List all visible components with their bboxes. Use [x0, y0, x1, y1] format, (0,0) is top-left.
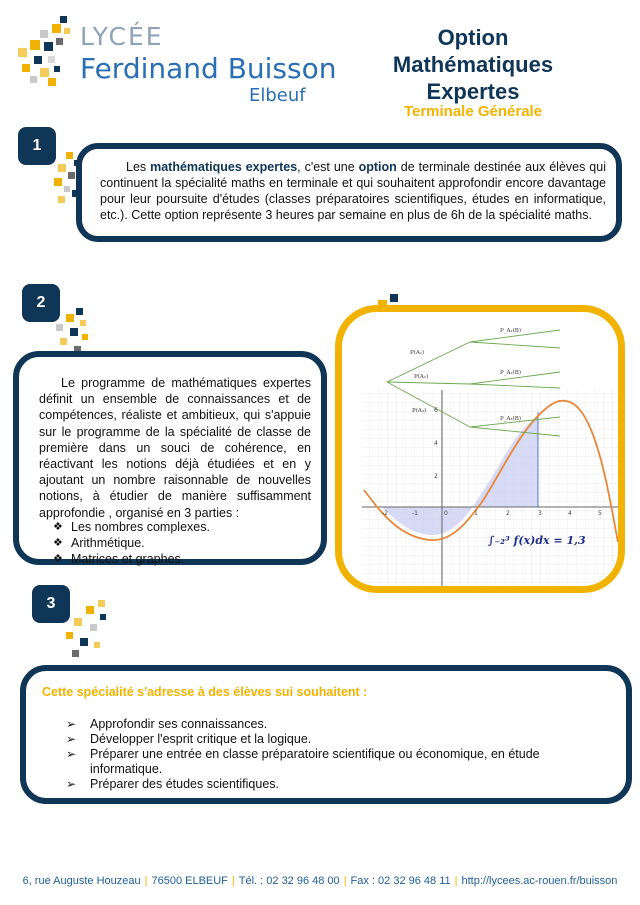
section-1-box	[76, 143, 622, 242]
math-illustration	[335, 305, 625, 593]
target-students-list	[50, 717, 590, 792]
section-2-paragraph: Le programme de mathématiques expertes définit un ensemble de connaissances et de compétences, réaliste et ambitieux, qui s'appuie sur le programme de la spécialité de classe de première dans un souci de cohérence, en réactivant les notions déjà étudiées et en y ajoutant un nombre raisonnable de nouvelles notions, à étudier de manière suffisamment approfondie , organisé en 3 parties :	[39, 376, 311, 520]
x-tick-label: 3	[538, 510, 542, 517]
x-tick-label: 2	[506, 510, 510, 517]
x-tick-label: 1	[474, 510, 478, 517]
logo-mosaic-icon	[12, 14, 82, 94]
x-tick-label: -1	[412, 510, 418, 517]
x-tick-label: 4	[568, 510, 572, 517]
logo-lycee-text: LYCÉE	[80, 22, 164, 51]
footer-fax: Fax : 02 32 96 48 11	[350, 875, 451, 887]
footer-address: 6, rue Auguste Houzeau	[22, 875, 141, 887]
y-tick-label: 4	[434, 440, 438, 447]
section-3-number: 3	[32, 585, 70, 623]
list-item: ❖ Arithmétique.	[41, 535, 313, 551]
integral-formula: ∫₋₂³ f(x)dx = 1,3	[488, 534, 586, 547]
tree-label: P(A₂)	[414, 374, 429, 380]
tree-label: P(A₃)	[412, 408, 427, 414]
graph-and-tree-figure	[342, 312, 618, 586]
keyword-option: option	[358, 160, 397, 174]
logo-town: Elbeuf	[249, 85, 306, 106]
x-tick-label: 5	[598, 510, 602, 517]
list-item: ➢ Développer l'esprit critique et la logique.	[50, 732, 590, 747]
footer-phone: Tél. : 02 32 96 48 00	[238, 875, 340, 887]
list-item: ❖ Matrices et graphes.	[41, 551, 313, 567]
tree-label: P_A₁(B)	[500, 328, 521, 334]
tree-label: P(A₁)	[410, 350, 425, 356]
page-subtitle: Terminale Générale	[403, 103, 543, 120]
footer-website-link[interactable]: http://lycees.ac-rouen.fr/buisson	[461, 875, 618, 887]
section-3-box	[20, 665, 632, 804]
program-parts-list	[41, 519, 313, 567]
tree-label: P_A₂(B)	[500, 370, 521, 376]
page-title: Option Mathématiques Expertes	[392, 25, 554, 104]
mosaic-3-icon	[60, 598, 110, 660]
list-item: ❖ Les nombres complexes.	[41, 519, 313, 535]
section-3-heading: Cette spécialité s'adresse à des élèves sui souhaitent :	[42, 685, 368, 699]
tree-label: P_A₃(B)	[500, 416, 521, 422]
section-2-number: 2	[22, 284, 60, 322]
footer: 6, rue Auguste Houzeau | 76500 ELBEUF | Tél. : 02 32 96 48 00 | Fax : 02 32 96 48 11 | http://lycees.ac-rouen.fr/buisson	[22, 875, 618, 887]
y-tick-label: 2	[434, 473, 438, 480]
list-item: ➢ Préparer des études scientifiques.	[50, 777, 590, 792]
section-1-number: 1	[18, 127, 56, 165]
x-tick-label: -2	[382, 510, 388, 517]
footer-city: 76500 ELBEUF	[151, 875, 228, 887]
section-2-box	[13, 351, 327, 565]
x-tick-label: 0	[444, 510, 448, 517]
list-item: ➢ Approfondir ses connaissances.	[50, 717, 590, 732]
section-1-text: Les mathématiques expertes, c'est une option de terminale destinée aux élèves qui continuent la spécialité maths en terminale et qui souhaitent approfondir encore davantage pour leur poursuite d'études (classes préparatoires scientifiques, études en informatique, etc.). Cette option représente 3 heures par semaine en plus de 6h de la spécialité maths.	[100, 160, 606, 222]
list-item: ➢ Préparer une entrée en classe préparatoire scientifique ou économique, en étude informatique.	[50, 747, 590, 777]
y-tick-label: 6	[434, 407, 438, 414]
keyword-maths-expertes: mathématiques expertes	[150, 160, 298, 174]
logo-school-name: Ferdinand Buisson	[80, 52, 337, 85]
